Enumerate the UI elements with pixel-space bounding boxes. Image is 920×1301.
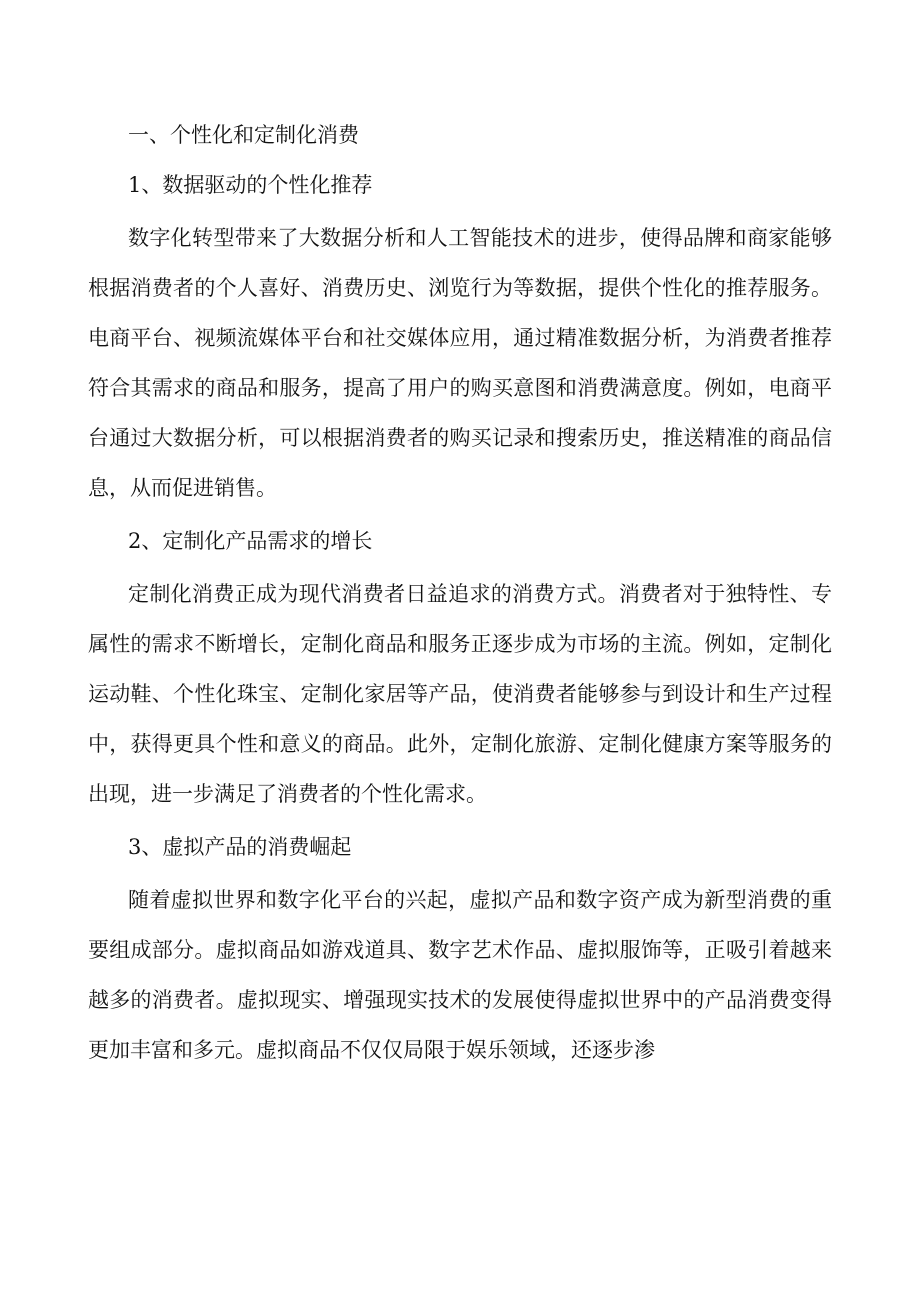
paragraph-2: 定制化消费正成为现代消费者日益追求的消费方式。消费者对于独特性、专属性的需求不断增长，定制化商品和服务正逐步成为市场的主流。例如，定制化运动鞋、个性化珠宝、定制化家居等产品，使消费者能够参与到设计和生产过程中，获得更具个性和意义的商品。此外，定制化旅游、定制化健康方案等服务的出现，进一步满足了消费者的个性化需求。 xyxy=(88,582,832,806)
document-body xyxy=(88,110,832,1075)
section-heading-1: 一、个性化和定制化消费 xyxy=(128,123,359,147)
paragraph-3: 随着虚拟世界和数字化平台的兴起，虚拟产品和数字资产成为新型消费的重要组成部分。虚拟商品如游戏道具、数字艺术作品、虚拟服饰等，正吸引着越来越多的消费者。虚拟现实、增强现实技术的发展使得虚拟世界中的产品消费变得更加丰富和多元。虚拟商品不仅仅局限于娱乐领域，还逐步渗 xyxy=(88,888,832,1062)
subsection-heading-2: 2、定制化产品需求的增长 xyxy=(128,529,373,553)
subsection-heading-1: 1、数据驱动的个性化推荐 xyxy=(128,173,373,197)
paragraph-1: 数字化转型带来了大数据分析和人工智能技术的进步，使得品牌和商家能够根据消费者的个人喜好、消费历史、浏览行为等数据，提供个性化的推荐服务。电商平台、视频流媒体平台和社交媒体应用，通过精准数据分析，为消费者推荐符合其需求的商品和服务，提高了用户的购买意图和消费满意度。例如，电商平台通过大数据分析，可以根据消费者的购买记录和搜索历史，推送精准的商品信息，从而促进销售。 xyxy=(88,226,832,500)
subsection-heading-3: 3、虚拟产品的消费崛起 xyxy=(128,835,352,859)
